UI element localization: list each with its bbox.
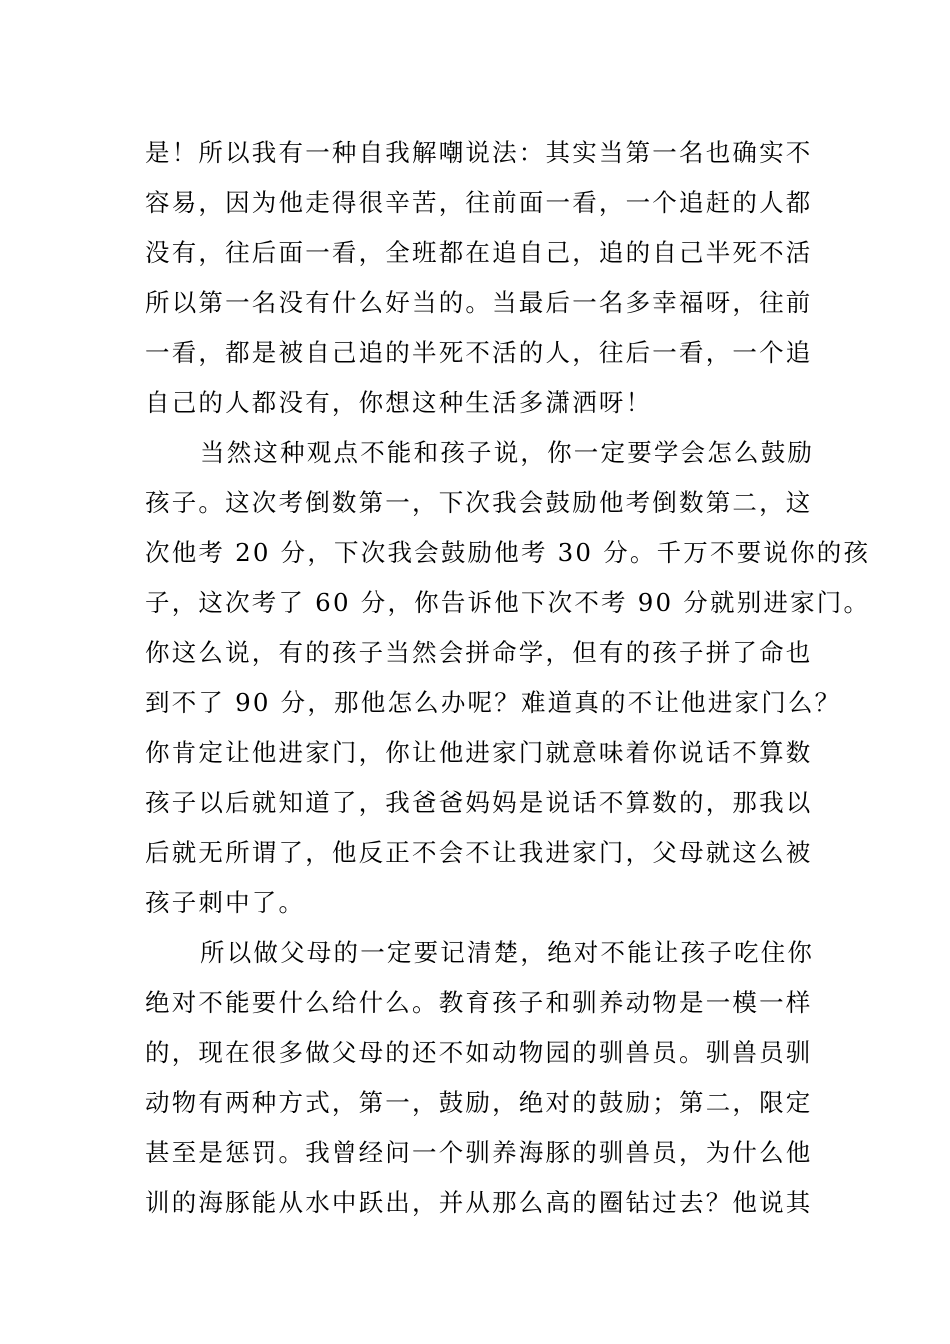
text-line: 一看，都是被自己追的半死不活的人，往后一看，一个追 xyxy=(145,338,813,367)
body-text xyxy=(145,128,871,1228)
text-line: 孩子以后就知道了，我爸爸妈妈是说话不算数的，那我以 xyxy=(145,788,813,817)
text-line: 动物有两种方式，第一，鼓励，绝对的鼓励；第二，限定 xyxy=(145,1088,813,1117)
text-line: 孩子。这次考倒数第一，下次我会鼓励他考倒数第二，这 xyxy=(145,488,813,517)
text-line: 是！所以我有一种自我解嘲说法：其实当第一名也确实不 xyxy=(145,138,813,167)
text-line: 你这么说，有的孩子当然会拼命学，但有的孩子拼了命也 xyxy=(145,638,813,667)
text-line: 后就无所谓了，他反正不会不让我进家门，父母就这么被 xyxy=(145,838,813,867)
text-line: 训的海豚能从水中跃出，并从那么高的圈钻过去？他说其 xyxy=(145,1188,813,1217)
text-line: 子，这次考了 60 分，你告诉他下次不考 90 分就别进家门。 xyxy=(145,588,871,617)
paragraph-first-line: 当然这种观点不能和孩子说，你一定要学会怎么鼓励 xyxy=(200,438,815,467)
text-line: 的，现在很多做父母的还不如动物园的驯兽员。驯兽员驯 xyxy=(145,1038,813,1067)
paragraph-first-line: 所以做父母的一定要记清楚，绝对不能让孩子吃住你 xyxy=(200,938,815,967)
text-line: 孩子刺中了。 xyxy=(145,888,306,917)
text-line: 自己的人都没有，你想这种生活多潇洒呀！ xyxy=(145,388,653,417)
text-line: 绝对不能要什么给什么。教育孩子和驯养动物是一模一样 xyxy=(145,988,813,1017)
text-line: 容易，因为他走得很辛苦，往前面一看，一个追赶的人都 xyxy=(145,188,813,217)
text-line: 甚至是惩罚。我曾经问一个驯养海豚的驯兽员，为什么他 xyxy=(145,1138,813,1167)
text-line: 所以第一名没有什么好当的。当最后一名多幸福呀，往前 xyxy=(145,288,813,317)
text-line: 次他考 20 分，下次我会鼓励他考 30 分。千万不要说你的孩 xyxy=(145,538,871,567)
text-line: 没有，往后面一看，全班都在追自己，追的自己半死不活 xyxy=(145,238,813,267)
text-line: 你肯定让他进家门，你让他进家门就意味着你说话不算数 xyxy=(145,738,813,767)
text-line: 到不了 90 分，那他怎么办呢？难道真的不让他进家门么？ xyxy=(145,688,842,717)
